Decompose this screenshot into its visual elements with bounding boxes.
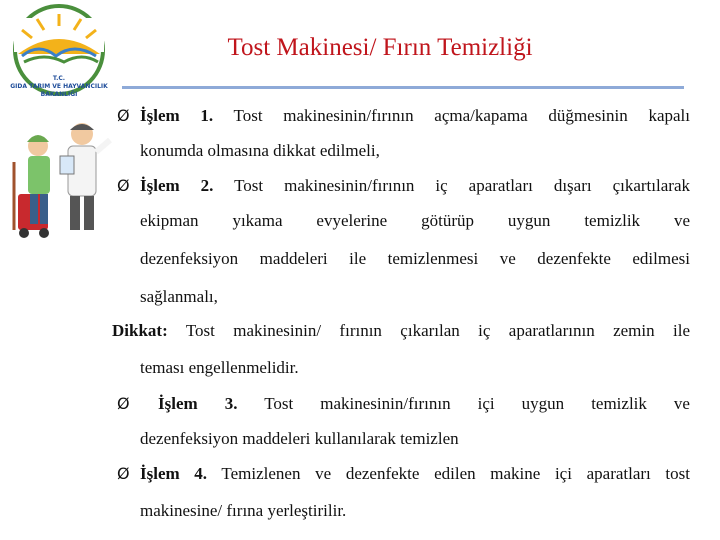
step3-text1: Tost makinesinin/fırının içi uygun temizlik ve (264, 394, 690, 413)
step1-line1 (140, 106, 690, 126)
ministry-logo (4, 4, 114, 108)
step2-text1: Tost makinesinin/fırının iç aparatları dışarı çıkartılarak (234, 176, 690, 195)
step3-line1 (158, 394, 690, 414)
step1-label: İşlem 1. (140, 106, 214, 125)
step1-text1: Tost makinesinin/fırının açma/kapama düğmesinin kapalı (233, 106, 690, 125)
note-label: Dikkat: (112, 321, 168, 340)
step2-line1 (140, 176, 690, 196)
step2-line4: sağlanmalı, (140, 287, 218, 306)
bullet-arrow-icon: Ø (117, 106, 130, 125)
bullet-arrow-icon: Ø (117, 394, 130, 413)
bullet-arrow-icon: Ø (117, 176, 130, 195)
step4-text1: Temizlenen ve dezenfekte edilen makine içi aparatları tost (221, 464, 690, 483)
step4-line1 (140, 464, 690, 484)
step3-line2: dezenfeksiyon maddeleri kullanılarak temizlen (140, 429, 459, 448)
note-line1 (112, 321, 690, 341)
logo-line3: BAKANLIĞI (40, 91, 78, 98)
note-text1: Tost makinesinin/ fırının çıkarılan iç aparatlarının zemin ile (185, 321, 690, 340)
bullet-arrow-icon: Ø (117, 464, 130, 483)
step2-line2: ekipman yıkama evyelerine götürüp uygun temizlik ve (140, 211, 690, 230)
step3-label: İşlem 3. (158, 394, 238, 413)
logo-line2: GIDA TARIM VE HAYVANCILIK (10, 83, 108, 90)
step2-label: İşlem 2. (140, 176, 214, 195)
page-title: Tost Makinesi/ Fırın Temizliği (227, 34, 533, 61)
logo-line1: T.C. (52, 75, 66, 82)
title-divider (122, 86, 684, 89)
step4-label: İşlem 4. (140, 464, 208, 483)
step4-line2: makinesine/ fırına yerleştirilir. (140, 501, 347, 520)
cleaning-staff-illustration (4, 112, 116, 242)
step2-line3: dezenfeksiyon maddeleri ile temizlenmesi ve dezenfekte edilmesi (140, 249, 690, 268)
step1-line2: konumda olmasına dikkat edilmeli, (140, 141, 380, 160)
note-line2: teması engellenmelidir. (140, 358, 299, 377)
